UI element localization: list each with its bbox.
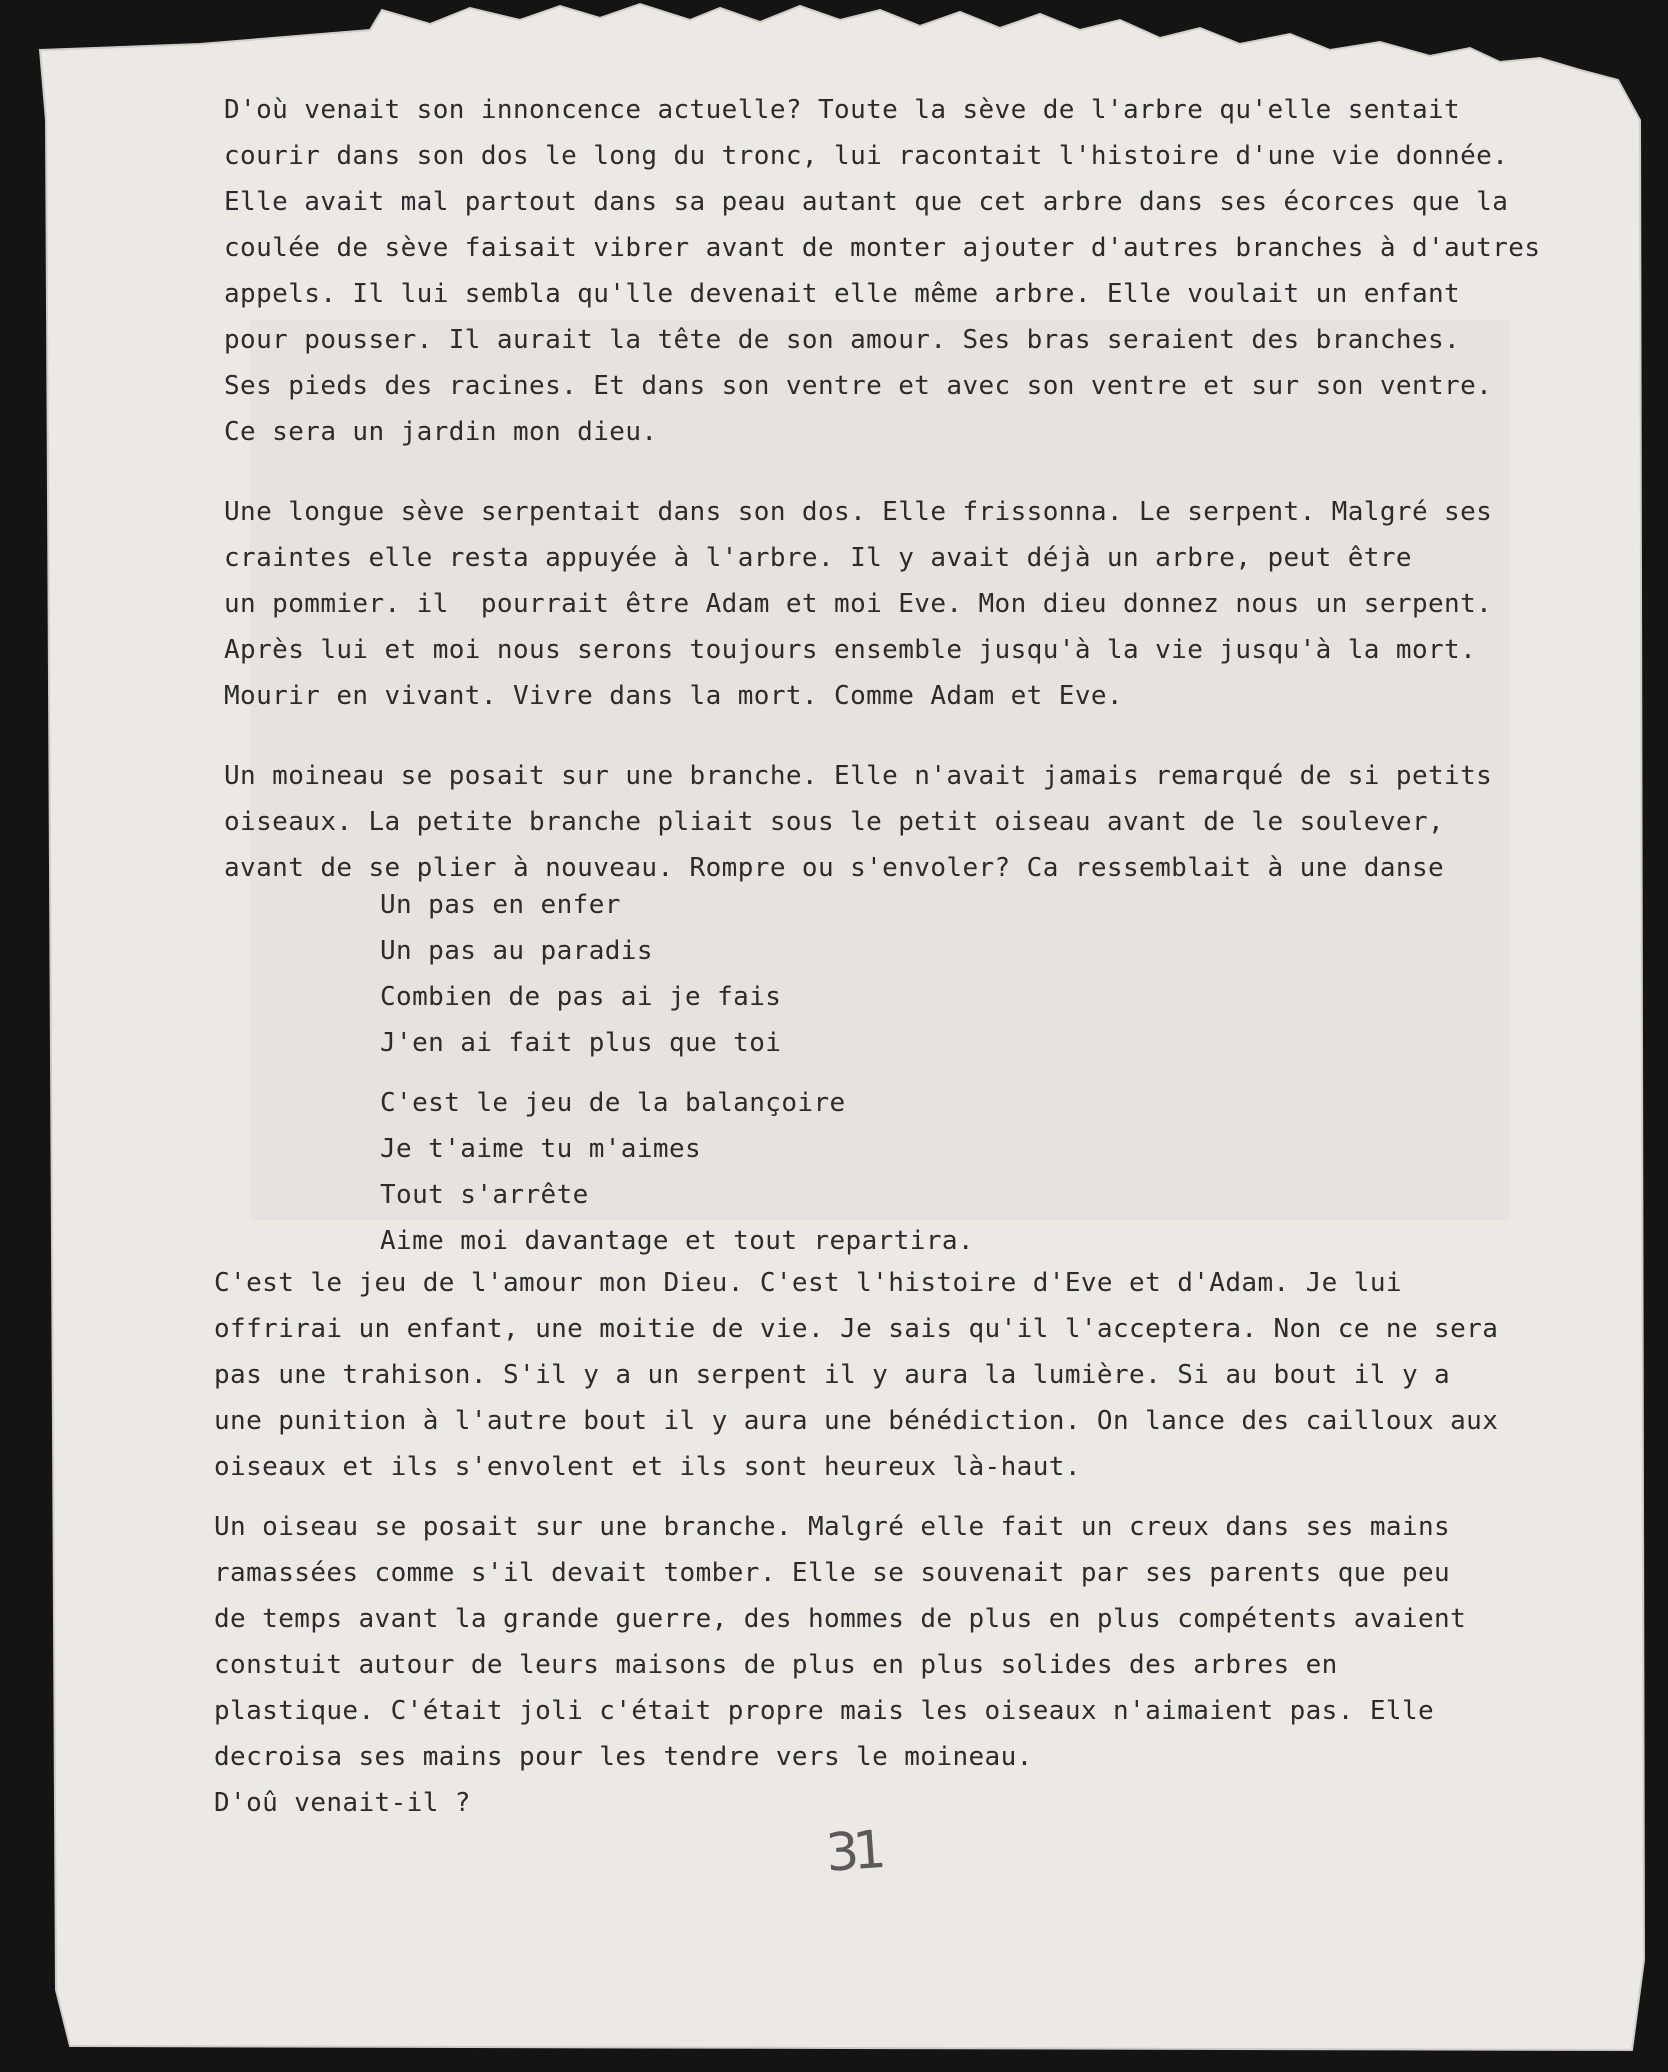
page-number: 31 bbox=[823, 1820, 883, 1884]
text-line: Un moineau se posait sur une branche. Elle n'avait jamais remarqué de si petits bbox=[224, 761, 1493, 791]
text-line: plastique. C'était joli c'était propre mais les oiseaux n'aimaient pas. Elle bbox=[214, 1696, 1435, 1726]
text-line: pour pousser. Il aurait la tête de son amour. Ses bras seraient des branches. bbox=[224, 325, 1461, 355]
text-line: offrirai un enfant, une moitie de vie. Je sais qu'il l'acceptera. Non ce ne sera bbox=[214, 1314, 1499, 1344]
text-line: constuit autour de leurs maisons de plus en plus solides des arbres en bbox=[214, 1650, 1338, 1680]
text-line: Ses pieds des racines. Et dans son ventre et avec son ventre et sur son ventre. bbox=[224, 371, 1493, 401]
text-line: D'où venait son innoncence actuelle? Toute la sève de l'arbre qu'elle sentait bbox=[224, 95, 1461, 125]
text-line: Elle avait mal partout dans sa peau autant que cet arbre dans ses écorces que la bbox=[224, 187, 1509, 217]
text-line: un pommier. il pourrait être Adam et moi Eve. Mon dieu donnez nous un serpent. bbox=[224, 589, 1493, 619]
text-line: decroisa ses mains pour les tendre vers le moineau. bbox=[214, 1742, 1033, 1772]
text-line: Combien de pas ai je fais bbox=[380, 982, 782, 1012]
text-line: courir dans son dos le long du tronc, lui racontait l'histoire d'une vie donnée. bbox=[224, 141, 1509, 171]
text-line: une punition à l'autre bout il y aura une bénédiction. On lance des cailloux aux bbox=[214, 1406, 1499, 1436]
text-line: coulée de sève faisait vibrer avant de monter ajouter d'autres branches à d'autres bbox=[224, 233, 1541, 263]
text-line: Un pas en enfer bbox=[380, 890, 621, 920]
text-line: appels. Il lui sembla qu'lle devenait elle même arbre. Elle voulait un enfant bbox=[224, 279, 1461, 309]
text-line: Un oiseau se posait sur une branche. Malgré elle fait un creux dans ses mains bbox=[214, 1512, 1451, 1542]
text-line: Aime moi davantage et tout repartira. bbox=[380, 1226, 974, 1256]
text-line: avant de se plier à nouveau. Rompre ou s'envoler? Ca ressemblait à une danse bbox=[224, 853, 1445, 883]
text-line: C'est le jeu de la balançoire bbox=[380, 1088, 846, 1118]
text-line: pas une trahison. S'il y a un serpent il y aura la lumière. Si au bout il y a bbox=[214, 1360, 1451, 1390]
text-line: D'oû venait-il ? bbox=[214, 1788, 471, 1818]
text-line: J'en ai fait plus que toi bbox=[380, 1028, 782, 1058]
text-line: Tout s'arrête bbox=[380, 1180, 589, 1210]
text-line: Je t'aime tu m'aimes bbox=[380, 1134, 702, 1164]
text-line: oiseaux et ils s'envolent et ils sont heureux là-haut. bbox=[214, 1452, 1081, 1482]
text-line: de temps avant la grande guerre, des hommes de plus en plus compétents avaient bbox=[214, 1604, 1467, 1634]
text-line: Ce sera un jardin mon dieu. bbox=[224, 417, 658, 447]
text-line: oiseaux. La petite branche pliait sous le petit oiseau avant de le soulever, bbox=[224, 807, 1445, 837]
text-line: Mourir en vivant. Vivre dans la mort. Comme Adam et Eve. bbox=[224, 681, 1123, 711]
text-line: ramassées comme s'il devait tomber. Elle se souvenait par ses parents que peu bbox=[214, 1558, 1451, 1588]
text-line: craintes elle resta appuyée à l'arbre. Il y avait déjà un arbre, peut être bbox=[224, 543, 1412, 573]
text-line: Une longue sève serpentait dans son dos. Elle frissonna. Le serpent. Malgré ses bbox=[224, 497, 1493, 527]
text-line: C'est le jeu de l'amour mon Dieu. C'est l'histoire d'Eve et d'Adam. Je lui bbox=[214, 1268, 1402, 1298]
text-line: Après lui et moi nous serons toujours ensemble jusqu'à la vie jusqu'à la mort. bbox=[224, 635, 1477, 665]
text-line: Un pas au paradis bbox=[380, 936, 653, 966]
